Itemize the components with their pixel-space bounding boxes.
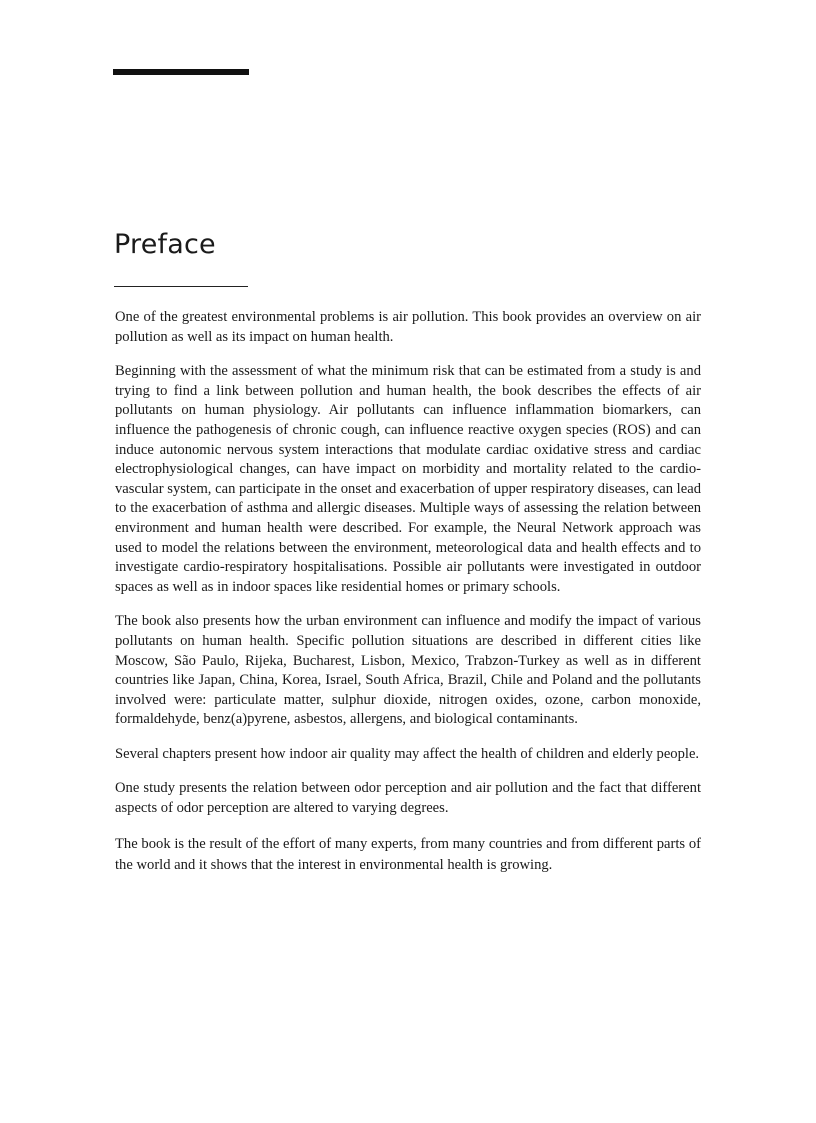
preface-body <box>115 308 701 892</box>
paragraph: The book is the result of the effort of many experts, from many countries and from different parts of the world and it shows that the interest in environmental health is growing. <box>115 835 701 874</box>
paragraph: The book also presents how the urban environment can influence and modify the impact of various pollutants on human health. Specific pollution situations are described in different cities like Moscow, São Paulo, Rijeka, Bucharest, Lisbon, Mexico, Trabzon-Turkey as well as in different countries like Japan, China, Korea, Israel, South Africa, Brazil, Chile and Poland and the pollutants involved were: particulate matter, sulphur dioxide, nitrogen oxides, ozone, carbon monoxide, formaldehyde, benz(a)pyrene, asbestos, allergens, and biological contaminants. <box>115 613 701 728</box>
chapter-top-rule <box>113 69 249 75</box>
paragraph: Beginning with the assessment of what the minimum risk that can be estimated from a study is and trying to find a link between pollution and human health, the book describes the effects of air pollutants on human physiology. Air pollutants can influence inflammation biomarkers, can influence the pathogenesis of chronic cough, can influence reactive oxygen species (ROS) and can induce autonomic nervous system interactions that modulate cardiac oxidative stress and cardiac electrophysiological changes, can have impact on morbidity and mortality related to the cardio-vascular system, can participate in the onset and exacerbation of upper respiratory diseases, can lead to the exacerbation of asthma and allergic diseases. Multiple ways of assessing the relation between environment and human health were described. For example, the Neural Network approach was used to model the relations between the environment, meteorological data and health effects and to investigate cardio-respiratory hospitalisations. Possible air pollutants were investigated in outdoor spaces as well as in indoor spaces like residential homes or primary schools. <box>115 363 701 595</box>
paragraph: Several chapters present how indoor air quality may affect the health of children and elderly people. <box>115 745 700 762</box>
page-title: Preface <box>114 229 216 260</box>
title-underline-rule <box>114 286 248 287</box>
paragraph: One study presents the relation between odor perception and air pollution and the fact that different aspects of odor perception are altered to varying degrees. <box>115 780 701 817</box>
paragraph: One of the greatest environmental problems is air pollution. This book provides an overview on air pollution as well as its impact on human health. <box>115 309 701 345</box>
